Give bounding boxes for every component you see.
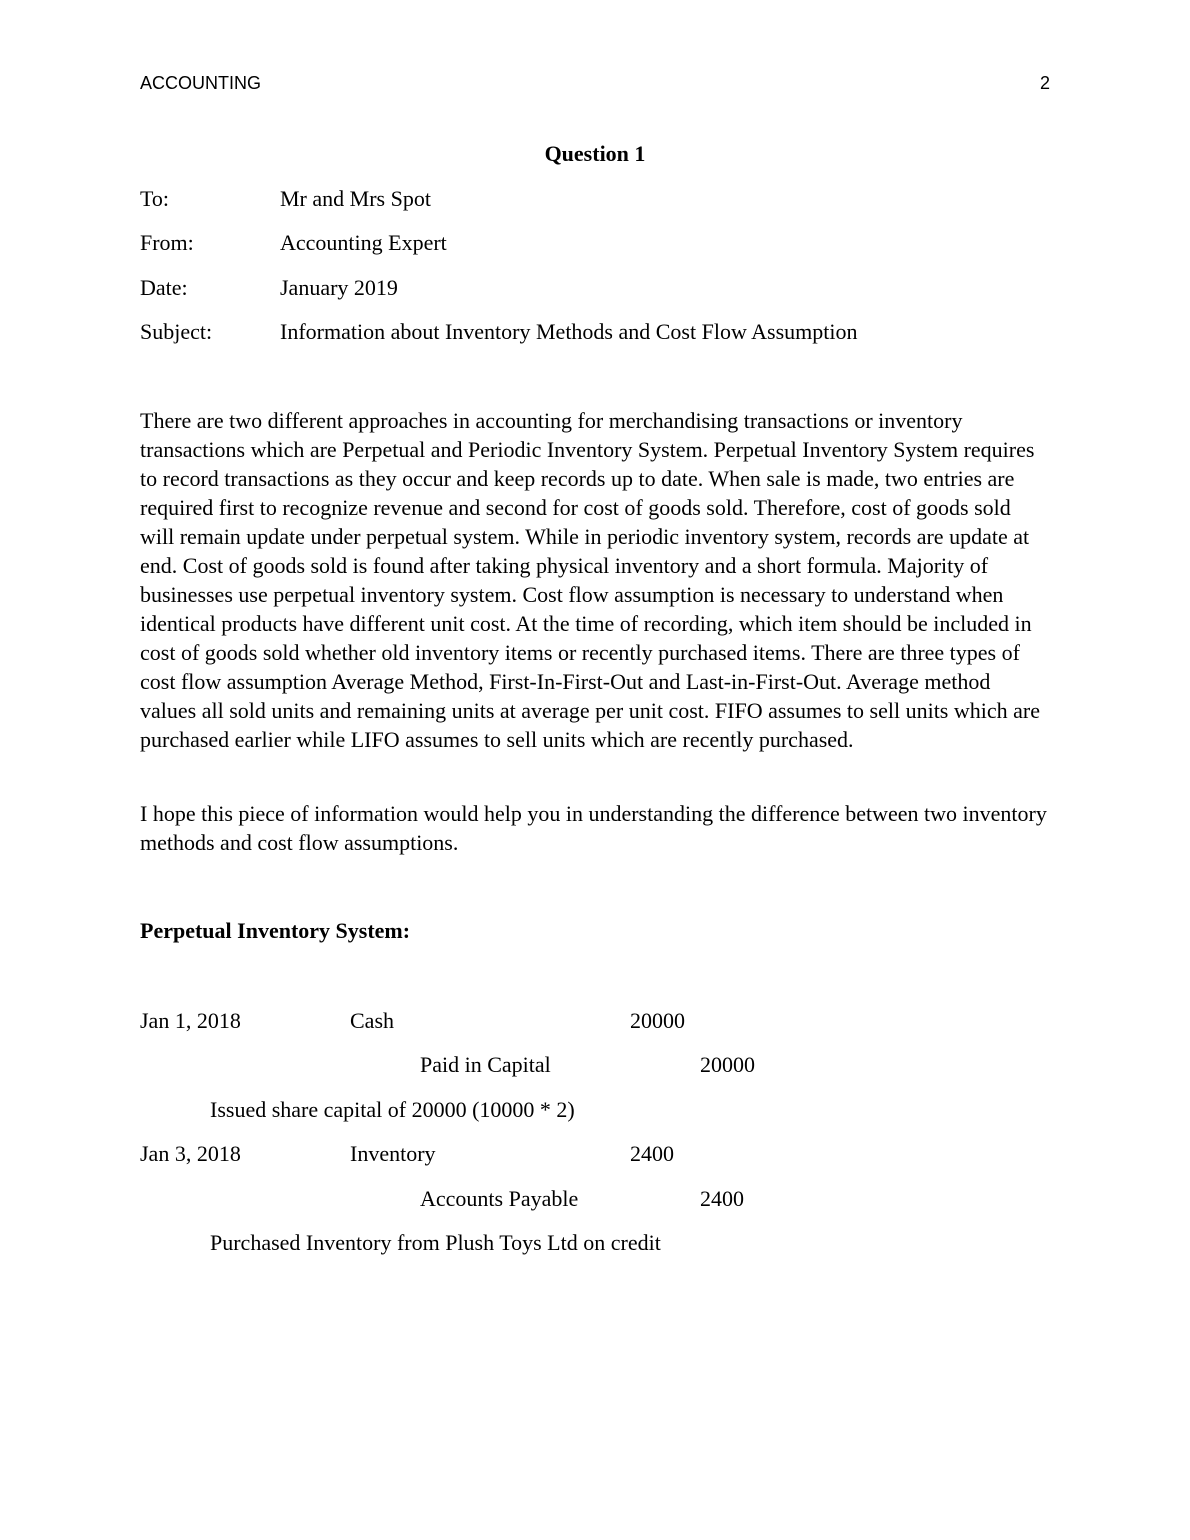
memo-to-label: To: xyxy=(140,186,170,211)
body-paragraph-2: I hope this piece of information would help you in understanding the difference between two inventory methods and cost flow assumptions. xyxy=(140,801,1047,855)
running-head: ACCOUNTING xyxy=(140,73,261,93)
journal-entry-2-debit-amount: 2400 xyxy=(630,1141,674,1166)
journal-entry-2-credit-amount: 2400 xyxy=(700,1186,744,1211)
memo-from-label: From: xyxy=(140,230,194,255)
question-title: Question 1 xyxy=(544,141,646,166)
journal-entry-1-debit-account: Cash xyxy=(350,1008,394,1033)
memo-to-row xyxy=(140,185,431,213)
memo-from-value: Accounting Expert xyxy=(280,230,447,255)
memo-subject-row xyxy=(140,318,857,346)
body-paragraph-1: There are two different approaches in accounting for merchandising transactions or inventory transactions which are Perpetual and Periodic Inventory System. Perpetual Inventory System requires to record transactions as they occur and keep records up to date. When sale is made, two entries are required first to recognize revenue and second for cost of goods sold. Therefore, cost of goods sold will remain update under perpetual system. While in periodic inventory system, records are update at end. Cost of goods sold is found after taking physical inventory and a short formula. Majority of businesses use perpetual inventory system. Cost flow assumption is necessary to understand when identical products have different unit cost. At the time of recording, which item should be included in cost of goods sold whether old inventory items or recently purchased items. There are three types of cost flow assumption Average Method, First-In-First-Out and Last-in-First-Out. Average method values all sold units and remaining units at average per unit cost. FIFO assumes to sell units which are purchased earlier while LIFO assumes to sell units which are recently purchased. xyxy=(140,408,1040,752)
memo-to-value: Mr and Mrs Spot xyxy=(280,186,431,211)
memo-subject-value: Information about Inventory Methods and Cost Flow Assumption xyxy=(280,319,858,344)
journal-entry-1-date: Jan 1, 2018 xyxy=(140,1008,241,1033)
journal-entry-2-credit-account: Accounts Payable xyxy=(420,1186,579,1211)
journal-entry-1-credit-account: Paid in Capital xyxy=(420,1052,551,1077)
journal-entry-2-debit-account: Inventory xyxy=(350,1141,436,1166)
journal-entry-2-narration: Purchased Inventory from Plush Toys Ltd on credit xyxy=(210,1230,661,1255)
memo-date-label: Date: xyxy=(140,275,188,300)
journal-entry-1-debit-amount: 20000 xyxy=(630,1008,685,1033)
page-number: 2 xyxy=(1039,73,1050,93)
journal-entry-1-narration: Issued share capital of 20000 (10000 * 2) xyxy=(210,1097,575,1122)
memo-date-row xyxy=(140,274,398,302)
memo-subject-label: Subject: xyxy=(140,319,213,344)
journal-entry-1-credit-amount: 20000 xyxy=(700,1052,755,1077)
section-heading: Perpetual Inventory System: xyxy=(140,918,411,943)
memo-from-row xyxy=(140,229,447,257)
journal-entry-2-date: Jan 3, 2018 xyxy=(140,1141,241,1166)
memo-date-value: January 2019 xyxy=(280,275,398,300)
